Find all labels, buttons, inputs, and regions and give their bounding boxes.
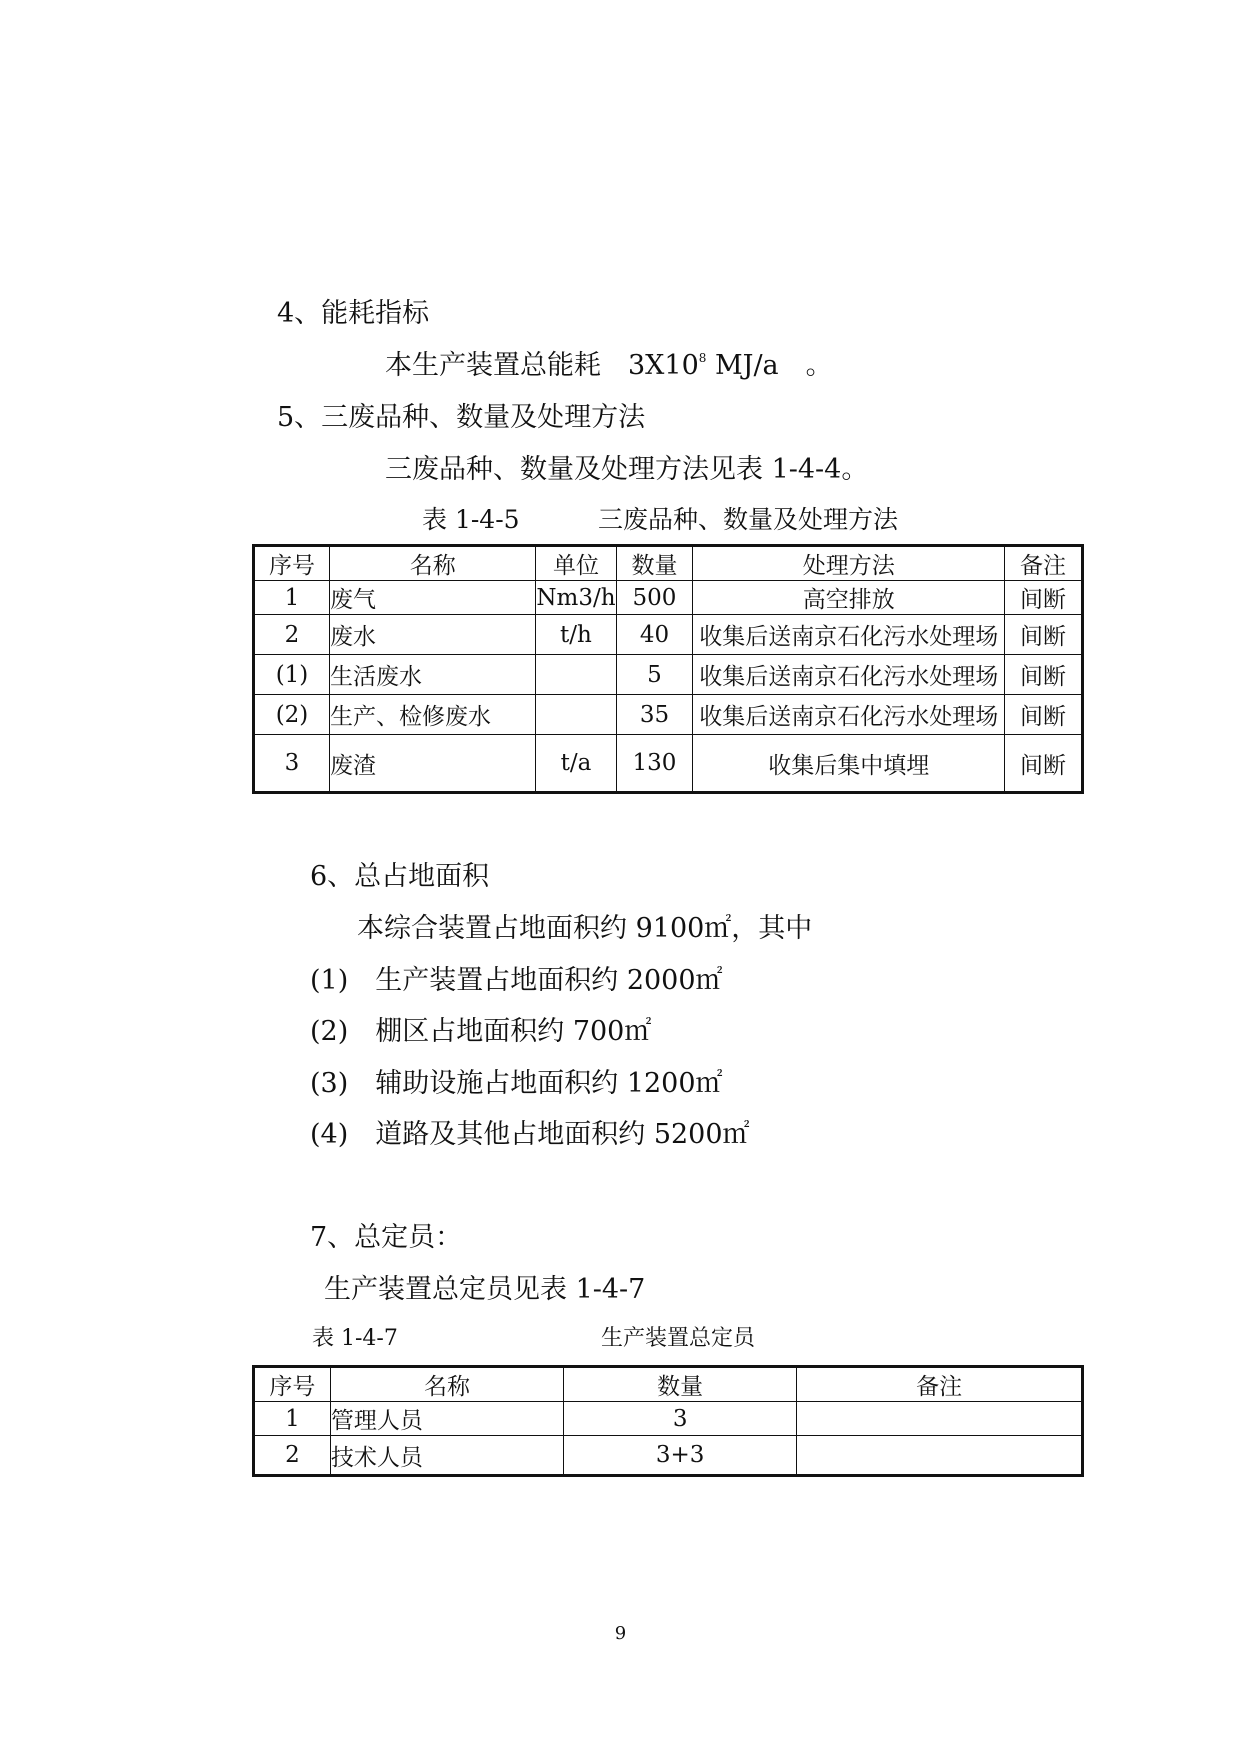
energy-text-prefix: 本生产装置总能耗 3X10: [385, 350, 699, 381]
header-note: 备注: [1005, 546, 1083, 581]
cell-note: 间断: [1005, 655, 1083, 695]
header-name: 名称: [329, 546, 535, 581]
section-7-text: 生产装置总定员见表 1-4-7: [324, 1274, 646, 1305]
cell-unit: t/a: [536, 735, 616, 793]
cell-method: 收集后送南京石化污水处理场: [693, 615, 1005, 655]
cell-name: 生产、检修废水: [329, 695, 535, 735]
waste-table: [252, 544, 1084, 794]
cell-qty: 40: [616, 615, 693, 655]
cell-unit: t/h: [536, 615, 616, 655]
cell-qty: 35: [616, 695, 693, 735]
cell-note: 间断: [1005, 581, 1083, 615]
cell-name: 废气: [329, 581, 535, 615]
cell-method: 收集后送南京石化污水处理场: [693, 695, 1005, 735]
table-1-caption-number: 表 1-4-5: [422, 505, 520, 534]
page-number: 9: [614, 1623, 627, 1644]
cell-name: 生活废水: [329, 655, 535, 695]
cell-unit: [536, 695, 616, 735]
header-qty: 数量: [564, 1367, 797, 1402]
header-no: 序号: [254, 1367, 331, 1402]
cell-unit: [536, 655, 616, 695]
energy-consumption-text: [385, 348, 833, 384]
cell-name: 技术人员: [330, 1436, 563, 1476]
cell-qty: 3: [564, 1402, 797, 1436]
section-5-heading: 5、三废品种、数量及处理方法: [277, 402, 646, 433]
cell-no: 2: [254, 615, 330, 655]
section-6-intro: 本综合装置占地面积约 9100㎡，其中: [357, 913, 813, 944]
cell-note: [797, 1402, 1083, 1436]
area-item-1: (1) 生产装置占地面积约 2000㎡: [310, 965, 723, 996]
cell-note: 间断: [1005, 615, 1083, 655]
table-row: [254, 695, 1083, 735]
section-5-text: 三废品种、数量及处理方法见表 1-4-4。: [385, 454, 869, 485]
energy-text-suffix: MJ/a 。: [706, 350, 833, 381]
area-item-3: (3) 辅助设施占地面积约 1200㎡: [310, 1068, 723, 1099]
cell-no: 2: [254, 1436, 331, 1476]
cell-method: 高空排放: [693, 581, 1005, 615]
header-unit: 单位: [536, 546, 616, 581]
table-1-caption-title: 三废品种、数量及处理方法: [598, 505, 899, 534]
header-note: 备注: [797, 1367, 1083, 1402]
cell-qty: 130: [616, 735, 693, 793]
cell-qty: 500: [616, 581, 693, 615]
table-row: [254, 735, 1083, 793]
staffing-table-header: [254, 1367, 1083, 1402]
energy-exponent: 8: [698, 351, 707, 365]
cell-note: [797, 1436, 1083, 1476]
section-7-heading: 7、总定员：: [310, 1222, 463, 1253]
cell-method: 收集后送南京石化污水处理场: [693, 655, 1005, 695]
table-2-caption-title: 生产装置总定员: [601, 1326, 756, 1351]
cell-name: 管理人员: [330, 1402, 563, 1436]
table-row: [254, 581, 1083, 615]
table-2-caption-number: 表 1-4-7: [312, 1326, 398, 1351]
section-6-heading: 6、总占地面积: [310, 861, 490, 892]
cell-name: 废渣: [329, 735, 535, 793]
cell-note: 间断: [1005, 695, 1083, 735]
table-row: [254, 1402, 1083, 1436]
cell-note: 间断: [1005, 735, 1083, 793]
cell-qty: 3+3: [564, 1436, 797, 1476]
staffing-table: [252, 1365, 1084, 1477]
header-name: 名称: [330, 1367, 563, 1402]
cell-method: 收集后集中填埋: [693, 735, 1005, 793]
cell-unit: Nm3/h: [536, 581, 616, 615]
table-row: [254, 655, 1083, 695]
waste-table-header: [254, 546, 1083, 581]
header-no: 序号: [254, 546, 330, 581]
cell-no: 1: [254, 1402, 331, 1436]
header-qty: 数量: [616, 546, 693, 581]
cell-no: (1): [254, 655, 330, 695]
area-item-2: (2) 棚区占地面积约 700㎡: [310, 1016, 652, 1047]
cell-no: 3: [254, 735, 330, 793]
area-item-4: (4) 道路及其他占地面积约 5200㎡: [310, 1119, 750, 1150]
cell-no: 1: [254, 581, 330, 615]
cell-qty: 5: [616, 655, 693, 695]
table-row: [254, 1436, 1083, 1476]
cell-name: 废水: [329, 615, 535, 655]
cell-no: (2): [254, 695, 330, 735]
table-row: [254, 615, 1083, 655]
section-4-heading: 4、能耗指标: [277, 298, 430, 329]
header-method: 处理方法: [693, 546, 1005, 581]
